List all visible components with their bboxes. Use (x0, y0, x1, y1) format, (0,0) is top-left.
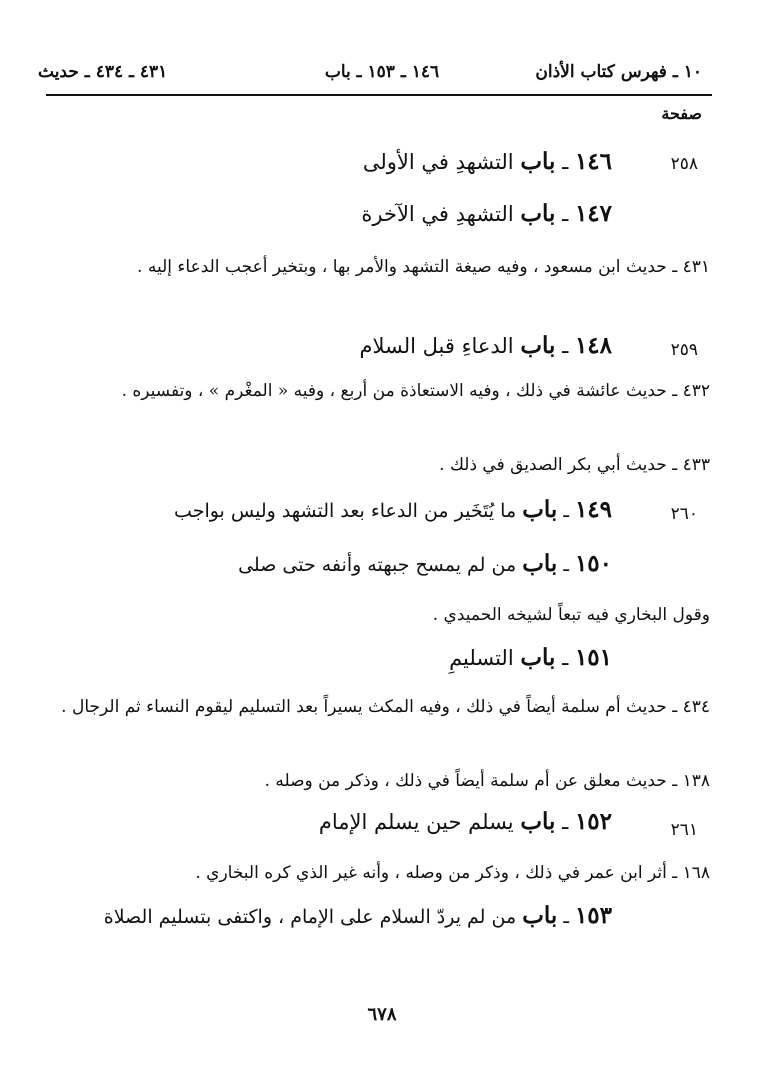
chapter-keyword: باب (520, 148, 556, 175)
hadith-description: ٤٣١ ـ حديث ابن مسعود ، وفيه صيغة التشهد والأمر بها ، وبتخير أعجب الدعاء إليه . (137, 257, 710, 277)
page-column-label: صفحة (661, 104, 702, 123)
running-header-hadith-range: ٤٣١ ـ ٤٣٤ ـ حديث (38, 62, 168, 82)
chapter-keyword: باب (522, 496, 558, 523)
chapter-separator: ـ (562, 150, 569, 174)
chapter-title: الدعاءِ قبل السلام (359, 334, 514, 358)
chapter-number: ١٤٩ (574, 496, 612, 523)
chapter-keyword: باب (522, 550, 558, 577)
entry-page-number: ٢٦١ (670, 820, 698, 840)
chapter-title: ما يُتَخَير من الدعاء بعد التشهد وليس بواجب (174, 500, 517, 522)
chapter-separator: ـ (562, 202, 569, 226)
chapter-note: وقول البخاري فيه تبعاً لشيخه الحميدي . (432, 605, 710, 625)
hadith-description: ٤٣٤ ـ حديث أم سلمة أيضاً في ذلك ، وفيه المكث يسيراً بعد التسليم ليقوم النساء ثم الرجال . (61, 697, 710, 717)
entry-page-number: ٢٥٨ (670, 154, 698, 174)
chapter-separator: ـ (562, 646, 569, 670)
chapter-title: التسليمِ (449, 646, 514, 670)
entry-page-number: ٢٥٩ (670, 340, 698, 360)
chapter-number: ١٤٨ (574, 332, 612, 359)
page-number: ٦٧٨ (367, 1004, 397, 1025)
chapter-heading (238, 550, 612, 577)
chapter-heading (359, 332, 612, 359)
header-rule (46, 94, 712, 96)
chapter-number: ١٥٢ (574, 808, 612, 835)
chapter-keyword: باب (520, 332, 556, 359)
chapter-separator: ـ (562, 334, 569, 358)
chapter-title: يسلم حين يسلم الإمام (318, 810, 514, 834)
chapter-heading (449, 644, 612, 671)
chapter-keyword: باب (520, 644, 556, 671)
chapter-keyword: باب (522, 902, 558, 929)
running-header-book: ١٠ ـ فهرس كتاب الأذان (535, 62, 702, 82)
chapter-heading (319, 808, 612, 835)
chapter-heading (363, 148, 612, 175)
chapter-keyword: باب (520, 200, 556, 227)
chapter-separator: ـ (563, 554, 569, 576)
chapter-title: التشهدِ في الأولى (362, 150, 514, 174)
chapter-number: ١٥٣ (574, 902, 612, 929)
chapter-title: من لم يمسح جبهته وأنفه حتى صلى (238, 554, 517, 576)
hadith-description: ٤٣٢ ـ حديث عائشة في ذلك ، وفيه الاستعاذة من أربع ، وفيه « المغْرم » ، وتفسيره . (121, 381, 710, 401)
chapter-heading (361, 200, 612, 227)
chapter-number: ١٥٠ (574, 550, 612, 577)
chapter-keyword: باب (520, 808, 556, 835)
chapter-separator: ـ (562, 810, 569, 834)
chapter-separator: ـ (563, 500, 569, 522)
chapter-number: ١٥١ (574, 644, 612, 671)
hadith-description: ١٣٨ ـ حديث معلق عن أم سلمة أيضاً في ذلك ، وذكر من وصله . (264, 771, 710, 791)
chapter-title: من لم يردّ السلام على الإمام ، واكتفى بتسليم الصلاة (103, 906, 517, 928)
chapter-title: التشهدِ في الآخرة (361, 202, 514, 226)
chapter-number: ١٤٦ (574, 148, 612, 175)
chapter-separator: ـ (563, 906, 569, 928)
entry-page-number: ٢٦٠ (670, 504, 698, 524)
athar-description: ١٦٨ ـ أثر ابن عمر في ذلك ، وذكر من وصله ، وأنه غير الذي كره البخاري . (195, 863, 710, 883)
hadith-description: ٤٣٣ ـ حديث أبي بكر الصديق في ذلك . (439, 455, 710, 475)
running-header-chapters: ١٤٦ ـ ١٥٣ ـ باب (324, 62, 440, 82)
chapter-number: ١٤٧ (574, 200, 612, 227)
chapter-heading (104, 902, 612, 929)
chapter-heading (174, 496, 612, 523)
